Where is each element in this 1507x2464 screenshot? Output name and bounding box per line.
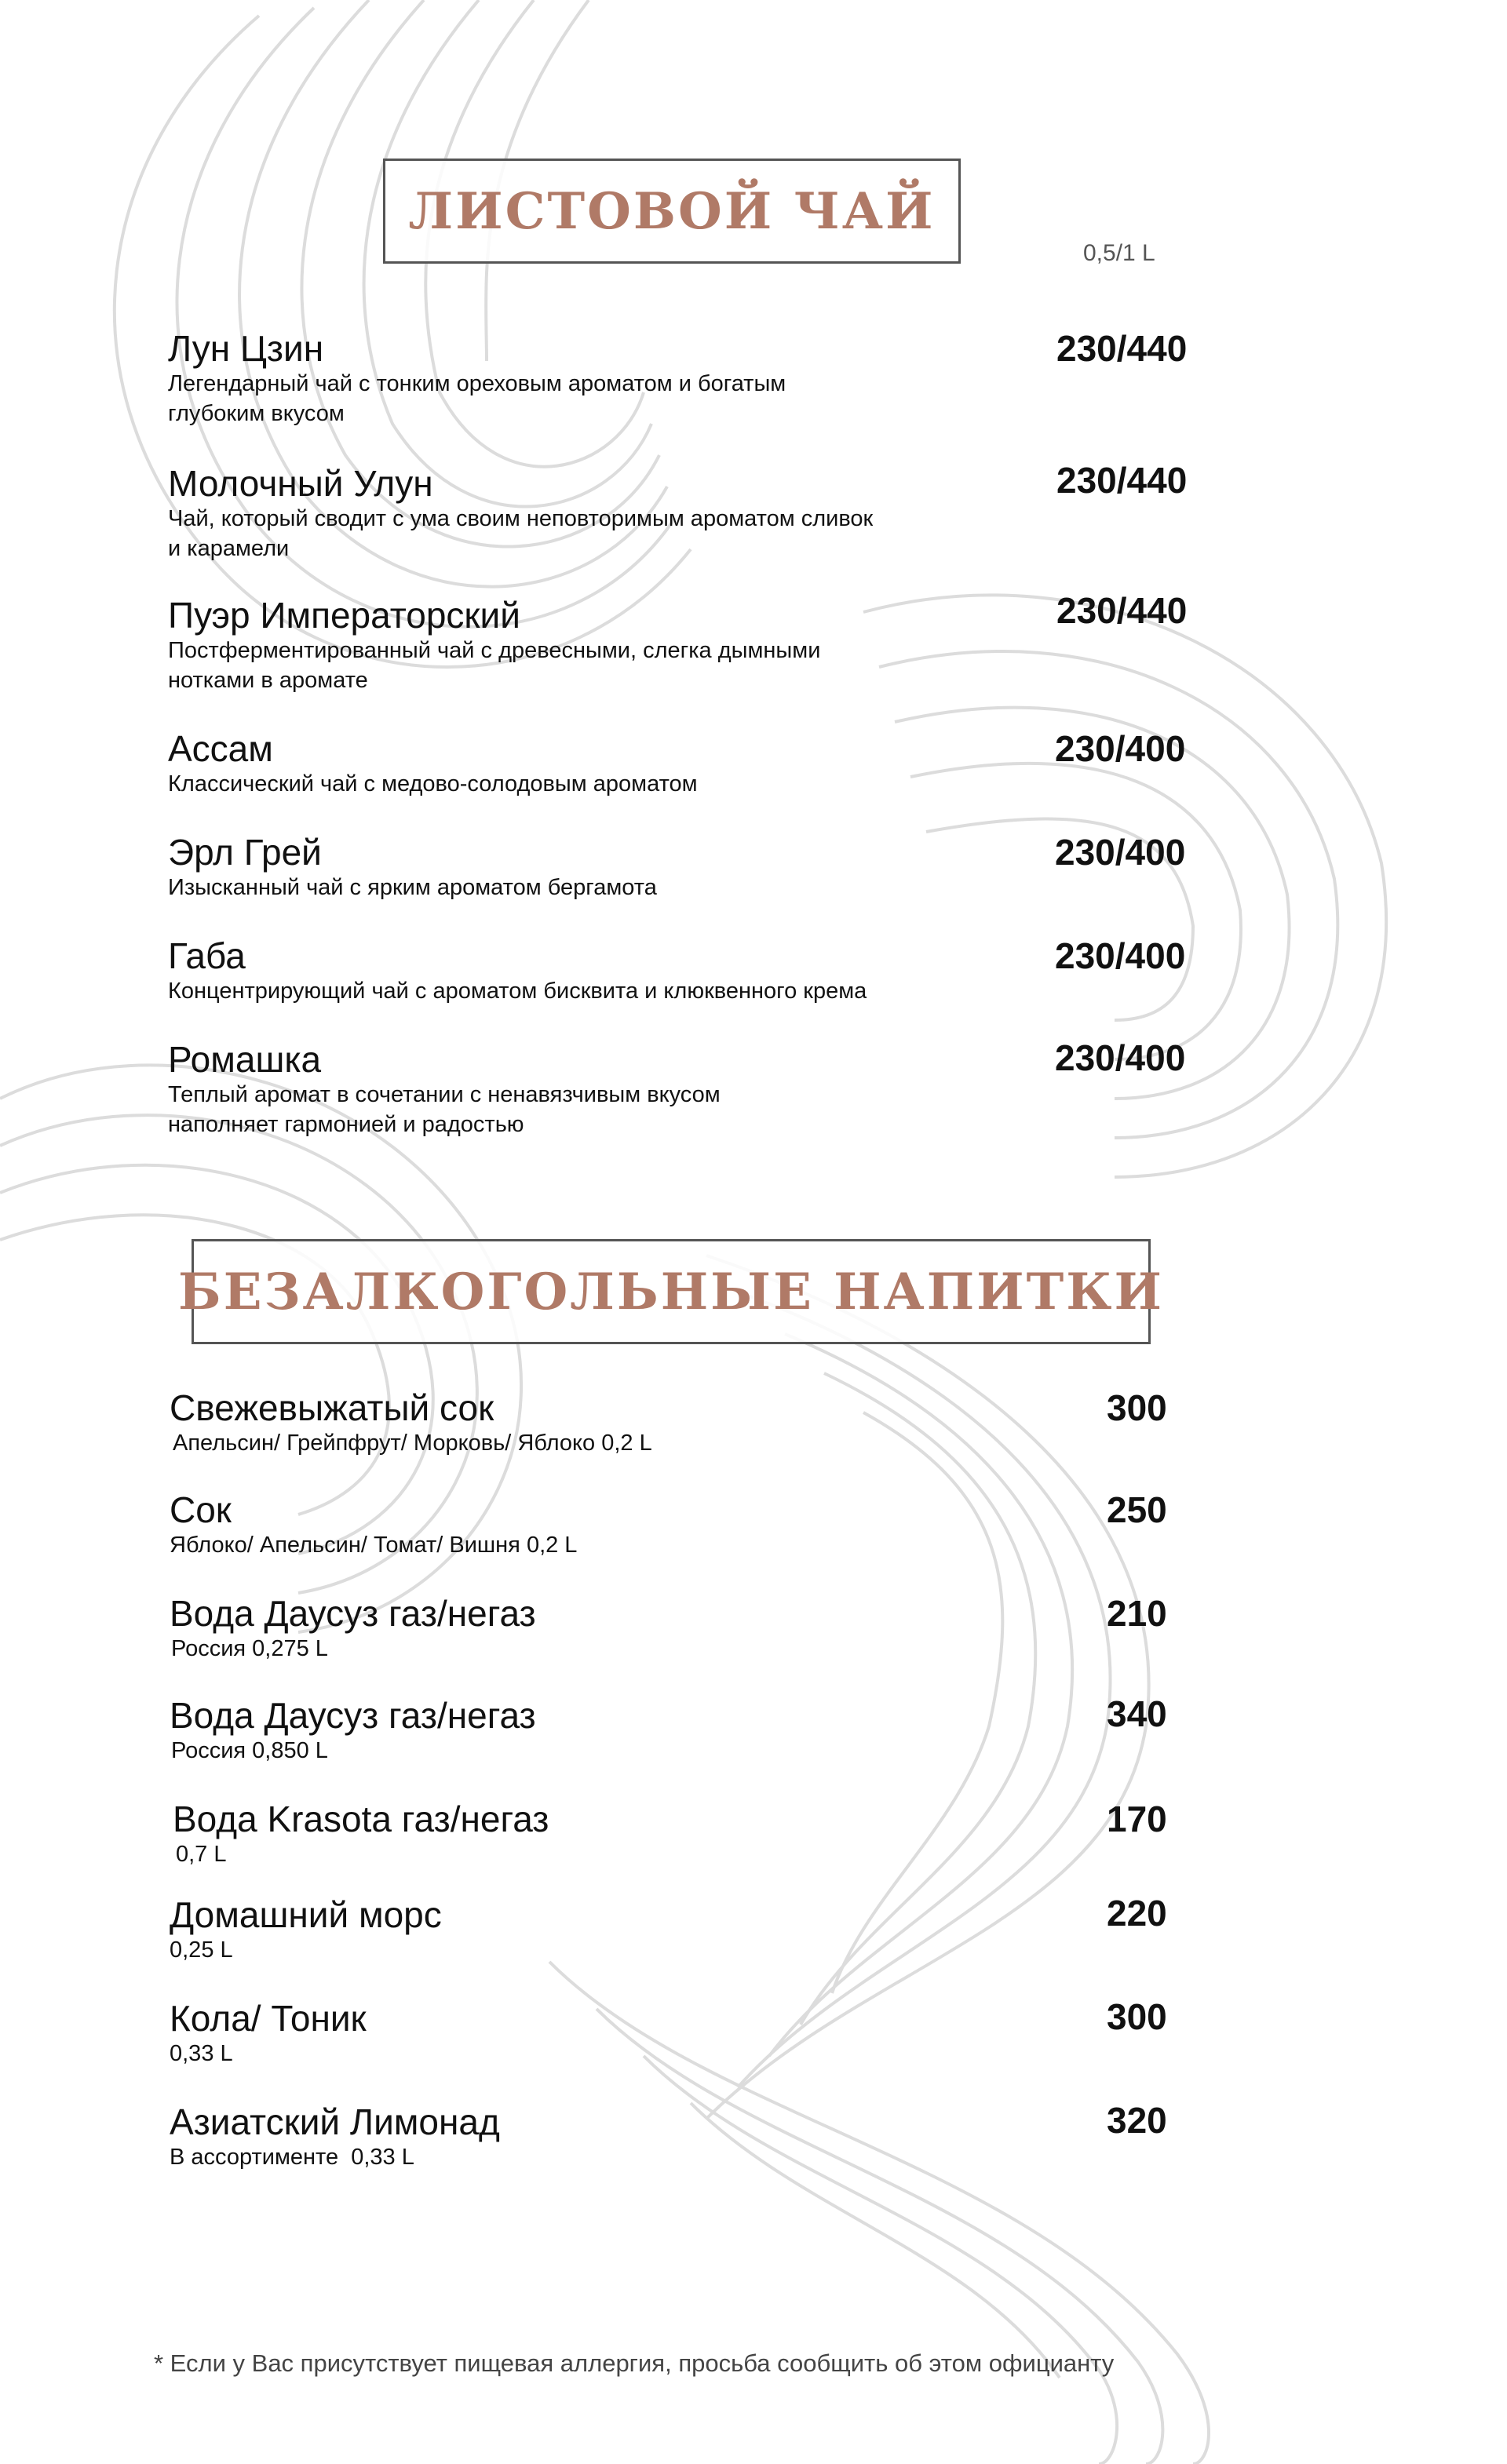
drink-item — [173, 1799, 1036, 1869]
item-price: 230/440 — [1056, 590, 1188, 631]
item-name: Габа — [168, 935, 246, 976]
item-price: 170 — [1107, 1799, 1167, 1839]
drink-item — [170, 1998, 1033, 2069]
item-description: Легендарный чай с тонким ореховым ароматом и богатым глубоким вкусом — [168, 371, 786, 426]
drink-item — [170, 1593, 1033, 1664]
item-description: 0,33 L — [170, 2041, 233, 2066]
item-description: Яблоко/ Апельсин/ Томат/ Вишня 0,2 L — [170, 1533, 578, 1558]
item-name: Вода Даусуз газ/негаз — [170, 1593, 536, 1634]
item-name: Домашний морс — [170, 1894, 442, 1935]
item-description: Классический чай с медово-солодовым ароматом — [168, 771, 698, 796]
item-name: Эрл Грей — [168, 832, 322, 873]
item-price: 230/400 — [1055, 728, 1186, 769]
item-name: Ассам — [168, 728, 273, 769]
tea-section-header — [383, 159, 961, 264]
item-name: Вода Krasota газ/негаз — [173, 1799, 549, 1839]
drink-item — [170, 2101, 1033, 2172]
item-description: Апельсин/ Грейпфрут/ Морковь/ Яблоко 0,2 L — [173, 1431, 652, 1456]
tea-volume-note: 0,5/1 L — [1083, 240, 1155, 266]
item-name: Кола/ Тоник — [170, 1998, 367, 2039]
item-price: 250 — [1107, 1489, 1167, 1530]
tea-item — [168, 595, 953, 695]
drinks-section-header — [178, 1239, 1164, 1344]
item-price: 230/440 — [1056, 328, 1188, 369]
item-description: 0,7 L — [176, 1842, 227, 1867]
item-name: Ромашка — [168, 1039, 322, 1080]
item-price: 300 — [1107, 1387, 1167, 1428]
item-description: Россия 0,275 L — [171, 1636, 328, 1661]
item-description: Чай, который сводит с ума своим неповторимым ароматом сливок и карамели — [168, 506, 874, 561]
tea-section-title: ЛИСТОВОЙ ЧАЙ — [408, 181, 936, 241]
item-name: Сок — [170, 1489, 232, 1530]
item-description: Теплый аромат в сочетании с ненавязчивым вкусом наполняет гармонией и радостью — [168, 1082, 721, 1137]
tea-item — [168, 463, 953, 563]
item-name: Лун Цзин — [168, 328, 324, 369]
tea-item — [168, 832, 953, 902]
item-price: 210 — [1107, 1593, 1167, 1634]
item-description: Изысканный чай с ярким ароматом бергамота — [168, 875, 657, 900]
item-price: 230/400 — [1055, 935, 1186, 976]
item-name: Свежевыжатый сок — [170, 1387, 494, 1428]
item-price: 320 — [1107, 2100, 1167, 2141]
item-name: Молочный Улун — [168, 463, 433, 504]
drink-item — [170, 1695, 1033, 1766]
allergy-footnote: * Если у Вас присутствует пищевая аллергия, просьба сообщить об этом официанту — [154, 2349, 1115, 2377]
item-description: Постферментированный чай с древесными, слегка дымными нотками в аромате — [168, 638, 821, 693]
item-price: 230/400 — [1055, 1037, 1186, 1078]
drink-item — [170, 1387, 1033, 1458]
item-description: В ассортименте 0,33 L — [170, 2145, 414, 2170]
tea-item — [168, 935, 1031, 1006]
item-description: Концентрирующий чай с ароматом бисквита и клюквенного крема — [168, 979, 867, 1004]
tea-item — [168, 1039, 953, 1139]
drink-item — [170, 1489, 1033, 1560]
item-description: Россия 0,850 L — [171, 1738, 328, 1763]
item-price: 230/400 — [1055, 832, 1186, 873]
item-name: Пуэр Императорский — [168, 595, 520, 636]
item-price: 300 — [1107, 1996, 1167, 2037]
drinks-section-title: БЕЗАЛКОГОЛЬНЫЕ НАПИТКИ — [178, 1262, 1164, 1321]
item-name: Вода Даусуз газ/негаз — [170, 1695, 536, 1736]
item-price: 230/440 — [1056, 460, 1188, 501]
item-description: 0,25 L — [170, 1937, 233, 1963]
item-price: 340 — [1107, 1693, 1167, 1734]
item-price: 220 — [1107, 1893, 1167, 1934]
tea-item — [168, 328, 953, 428]
drink-item — [170, 1894, 1033, 1965]
tea-item — [168, 728, 953, 799]
item-name: Азиатский Лимонад — [170, 2101, 500, 2142]
